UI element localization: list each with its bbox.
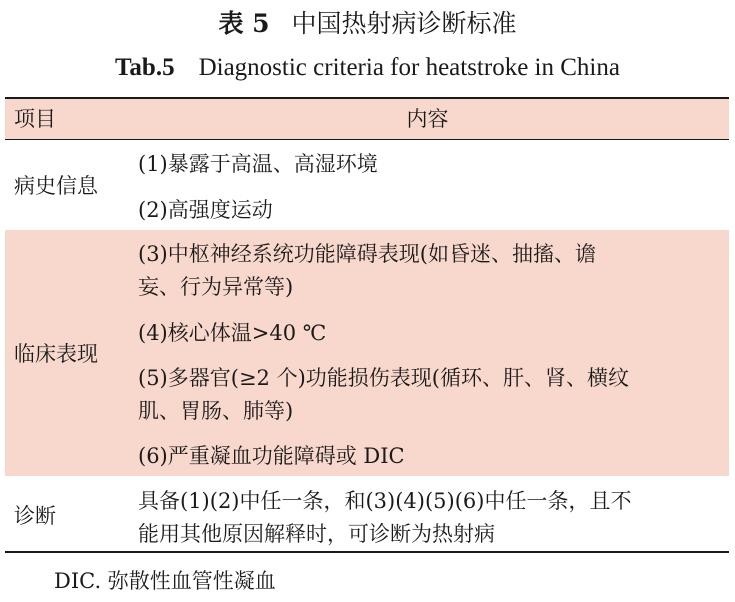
criterion-5-line-1: (5)多器官(≥2 个)功能损伤表现(循环、肝、肾、横纹 bbox=[138, 366, 629, 390]
header-content: 内容 bbox=[406, 107, 449, 131]
table-title-cn-text: 中国热射病诊断标准 bbox=[291, 9, 517, 38]
footnote: DIC. 弥散性血管性凝血 bbox=[54, 569, 276, 593]
table-title-en bbox=[0, 52, 735, 84]
category-diagnosis: 诊断 bbox=[14, 504, 56, 528]
category-history: 病史信息 bbox=[14, 174, 98, 198]
top-rule bbox=[5, 97, 729, 99]
criterion-6: (6)严重凝血功能障碍或 DIC bbox=[138, 444, 405, 468]
table-number-cn: 表 5 bbox=[218, 9, 270, 38]
diagnosis-line-2: 能用其他原因解释时，可诊断为热射病 bbox=[138, 522, 495, 546]
criterion-4: (4)核心体温>40 ℃ bbox=[138, 321, 327, 345]
table-number-en: Tab.5 bbox=[115, 54, 175, 81]
table-title-en-text: Diagnostic criteria for heatstroke in China bbox=[198, 54, 620, 81]
criterion-3-line-2: 妄、行为异常等) bbox=[138, 275, 294, 299]
header-item: 项目 bbox=[14, 107, 56, 131]
table-title-cn bbox=[0, 8, 735, 40]
diagnosis-line-1: 具备(1)(2)中任一条，和(3)(4)(5)(6)中任一条，且不 bbox=[138, 489, 632, 513]
category-clinical: 临床表现 bbox=[14, 342, 98, 366]
criterion-2: (2)高强度运动 bbox=[138, 198, 273, 222]
bottom-rule bbox=[5, 551, 729, 553]
criterion-5-line-2: 肌、胃肠、肺等) bbox=[138, 399, 294, 423]
criterion-3-line-1: (3)中枢神经系统功能障碍表现(如昏迷、抽搐、谵 bbox=[138, 242, 596, 266]
criterion-1: (1)暴露于高温、高湿环境 bbox=[138, 152, 378, 176]
header-rule bbox=[5, 139, 729, 140]
